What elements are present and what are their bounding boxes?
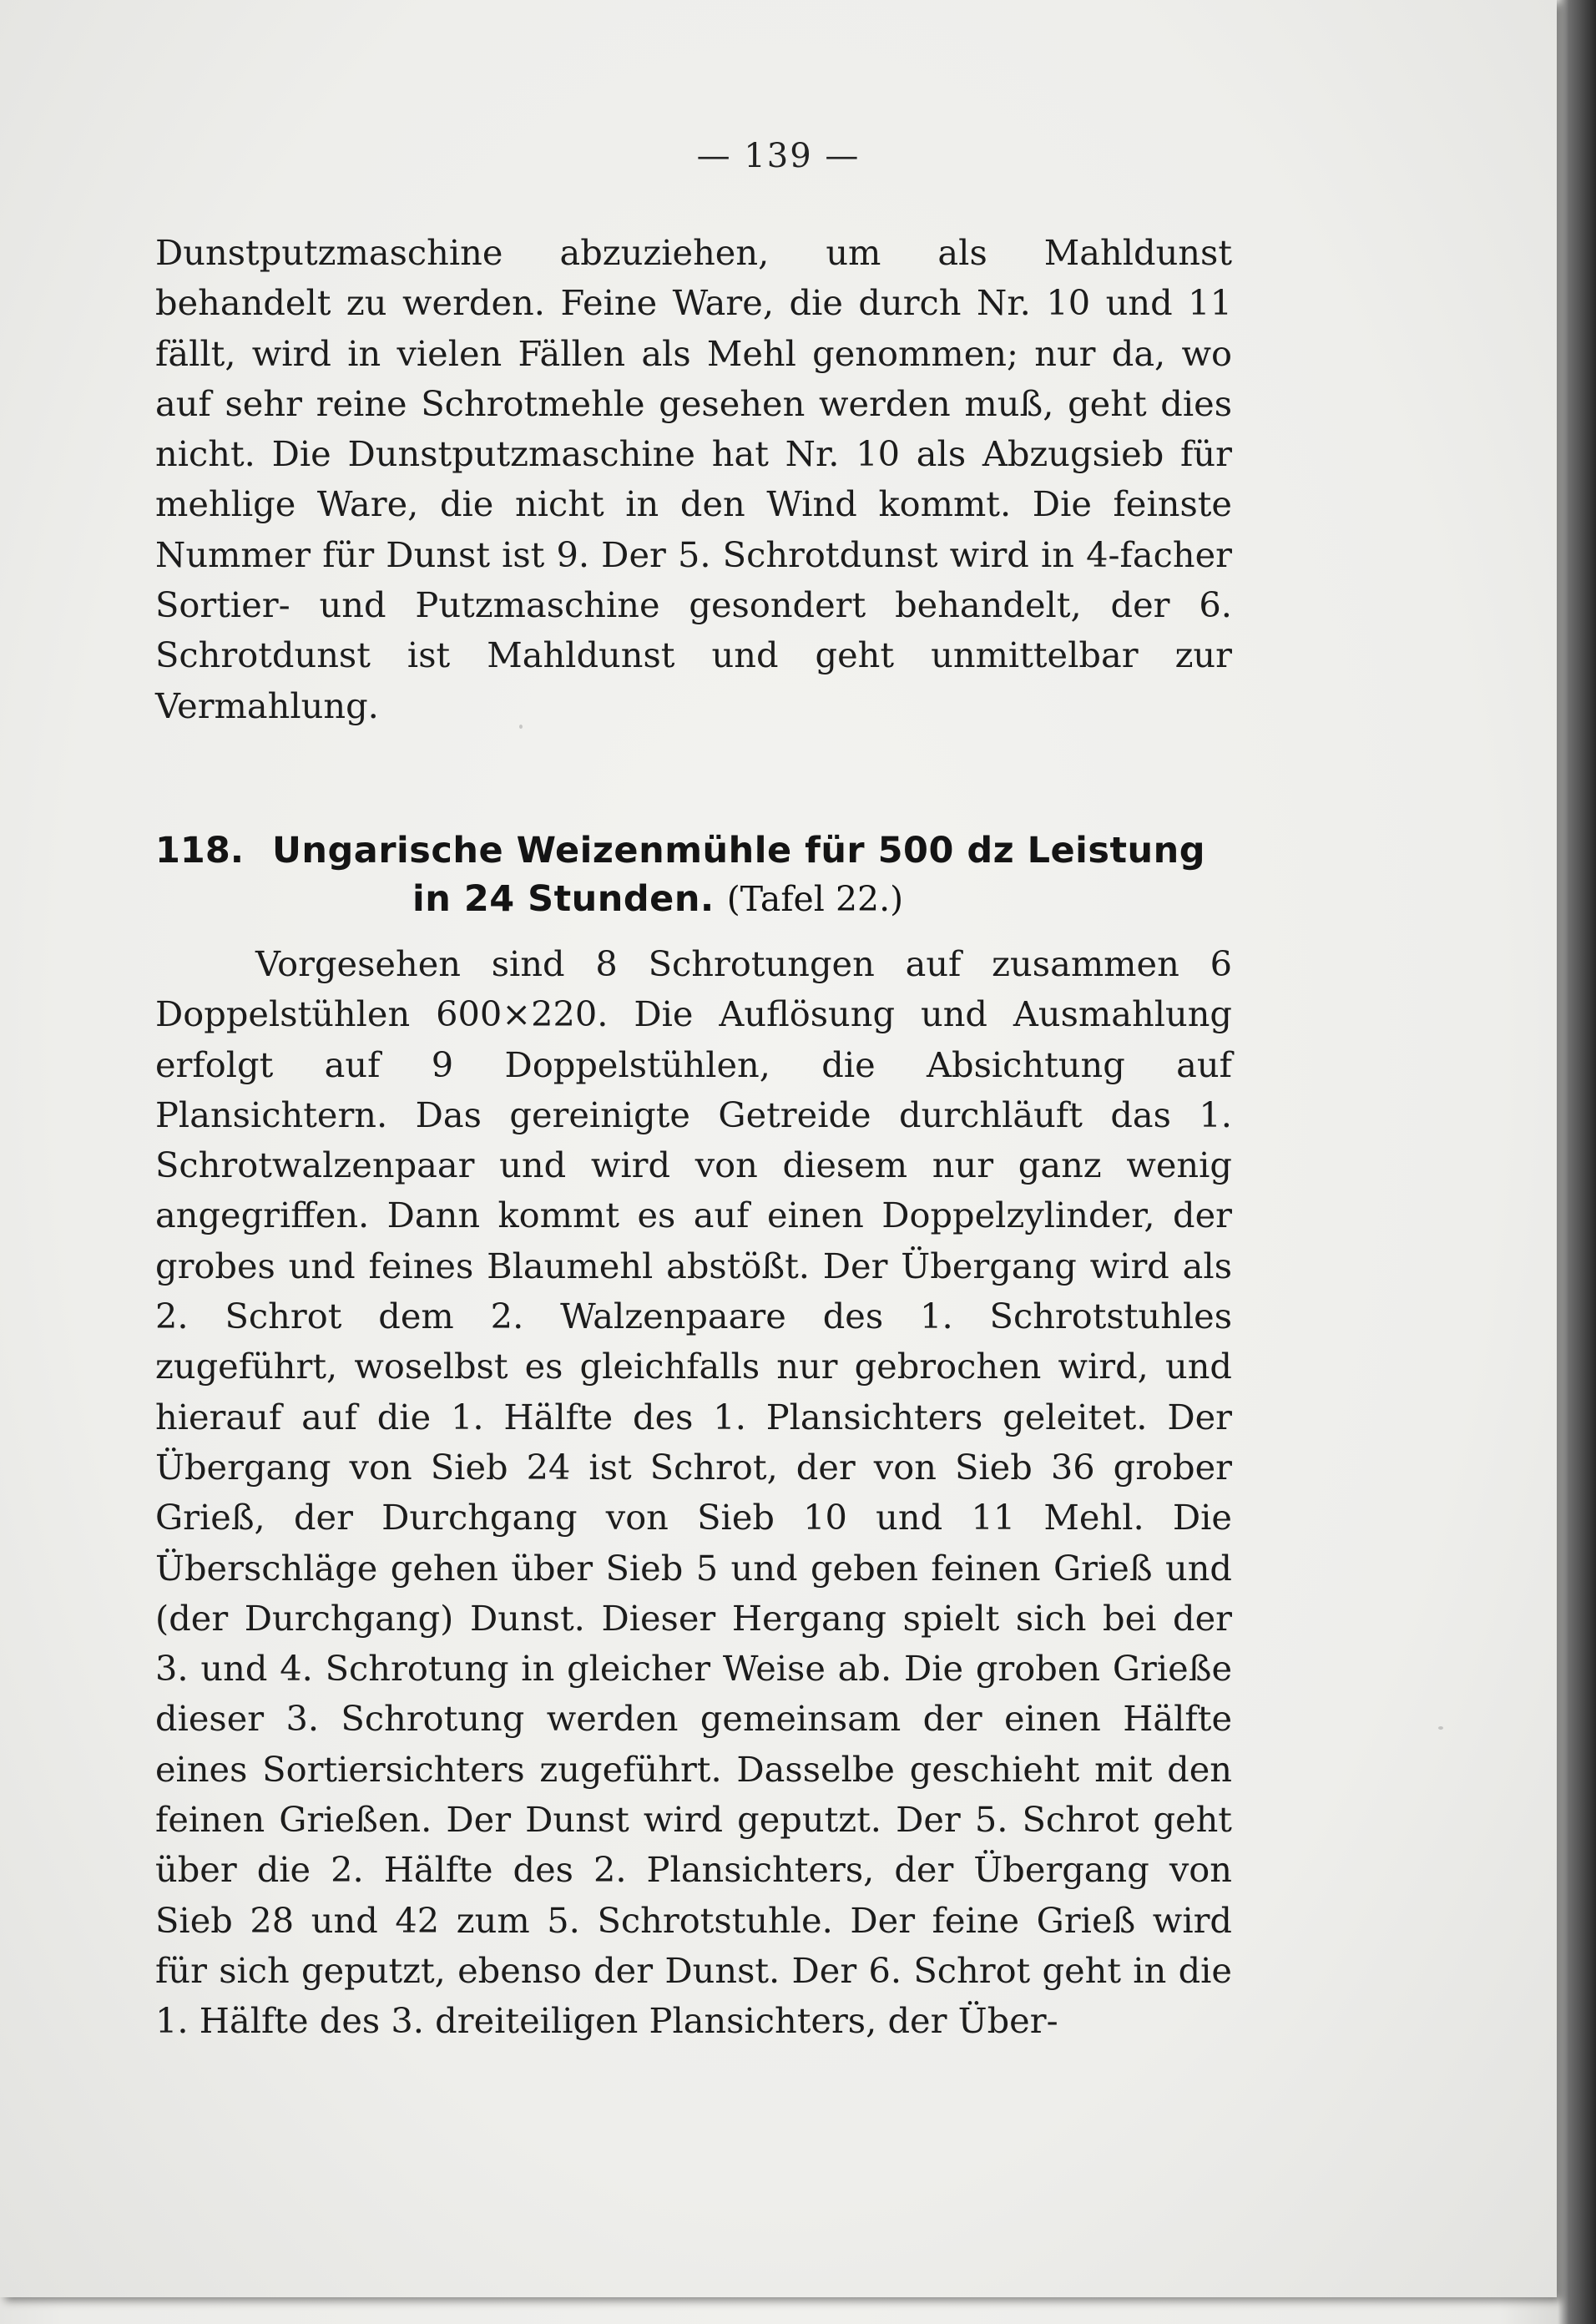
section-title-line-2: in 24 Stunden. [412, 878, 715, 920]
scan-speck [1438, 1726, 1443, 1730]
section-heading [155, 826, 1232, 923]
section-heading-line-1 [155, 826, 1232, 875]
page-number: — 139 — [696, 137, 861, 175]
paragraph-continuation: Dunstputzmaschine abzuziehen, um als Mahldunst behandelt zu werden. Feine Ware, die durch Nr. 10 und 11 fällt, wird in vielen Fällen als Mehl genommen; nur da, wo auf sehr reine Schrotmehle gesehen werden muß, geht dies nicht. Die Dunstputzmaschine hat Nr. 10 als Abzugsieb für mehlige Ware, die nicht in den Wind kommt. Die feinste Nummer für Dunst ist 9. Der 5. Schrotdunst wird in 4-facher Sortier- und Putzmaschine gesondert behandelt, der 6. Schrotdunst ist Mahldunst und geht unmittelbar zur Vermahlung. [155, 232, 1232, 726]
section-paragraph: Vorgesehen sind 8 Schrotungen auf zusammen 6 Doppelstühlen 600×220. Die Auflösung und Ausmahlung erfolgt auf 9 Doppelstühlen, die Absichtung auf Plansichtern. Das gereinigte Getreide durchläuft das 1. Schrotwalzenpaar und wird von diesem nur ganz wenig angegriffen. Dann kommt es auf einen Doppelzylinder, der grobes und feines Blaumehl abstößt. Der Übergang wird als 2. Schrot dem 2. Walzenpaare des 1. Schrotstuhles zugeführt, woselbst es gleichfalls nur gebrochen wird, und hierauf auf die 1. Hälfte des 1. Plansichters geleitet. Der Übergang von Sieb 24 ist Schrot, der von Sieb 36 grober Grieß, der Durchgang von Sieb 10 und 11 Mehl. Die Überschläge gehen über Sieb 5 und geben feinen Grieß und (der Durchgang) Dunst. Dieser Hergang spielt sich bei der 3. und 4. Schrotung in gleicher Weise ab. Die groben Grieße dieser 3. Schrotung werden gemeinsam der einen Hälfte eines Sortiersichters zugeführt. Dasselbe geschieht mit den feinen Grießen. Der Dunst wird geputzt. Der 5. Schrot geht über die 2. Hälfte des 2. Plansichters, der Übergang von Sieb 28 und 42 zum 5. Schrotstuhle. Der feine Grieß wird für sich geputzt, ebenso der Dunst. Der 6. Schrot geht in die 1. Hälfte des 3. dreiteiligen Plansichters, der Über- [155, 943, 1232, 2042]
section-heading-line-2 [155, 875, 1232, 923]
scan-speck [519, 725, 523, 729]
section-title-line-1: Ungarische Weizenmühle für 500 dz Leistung [272, 830, 1206, 872]
section-number: 118. [155, 830, 245, 872]
plate-reference: (Tafel 22.) [726, 879, 904, 919]
